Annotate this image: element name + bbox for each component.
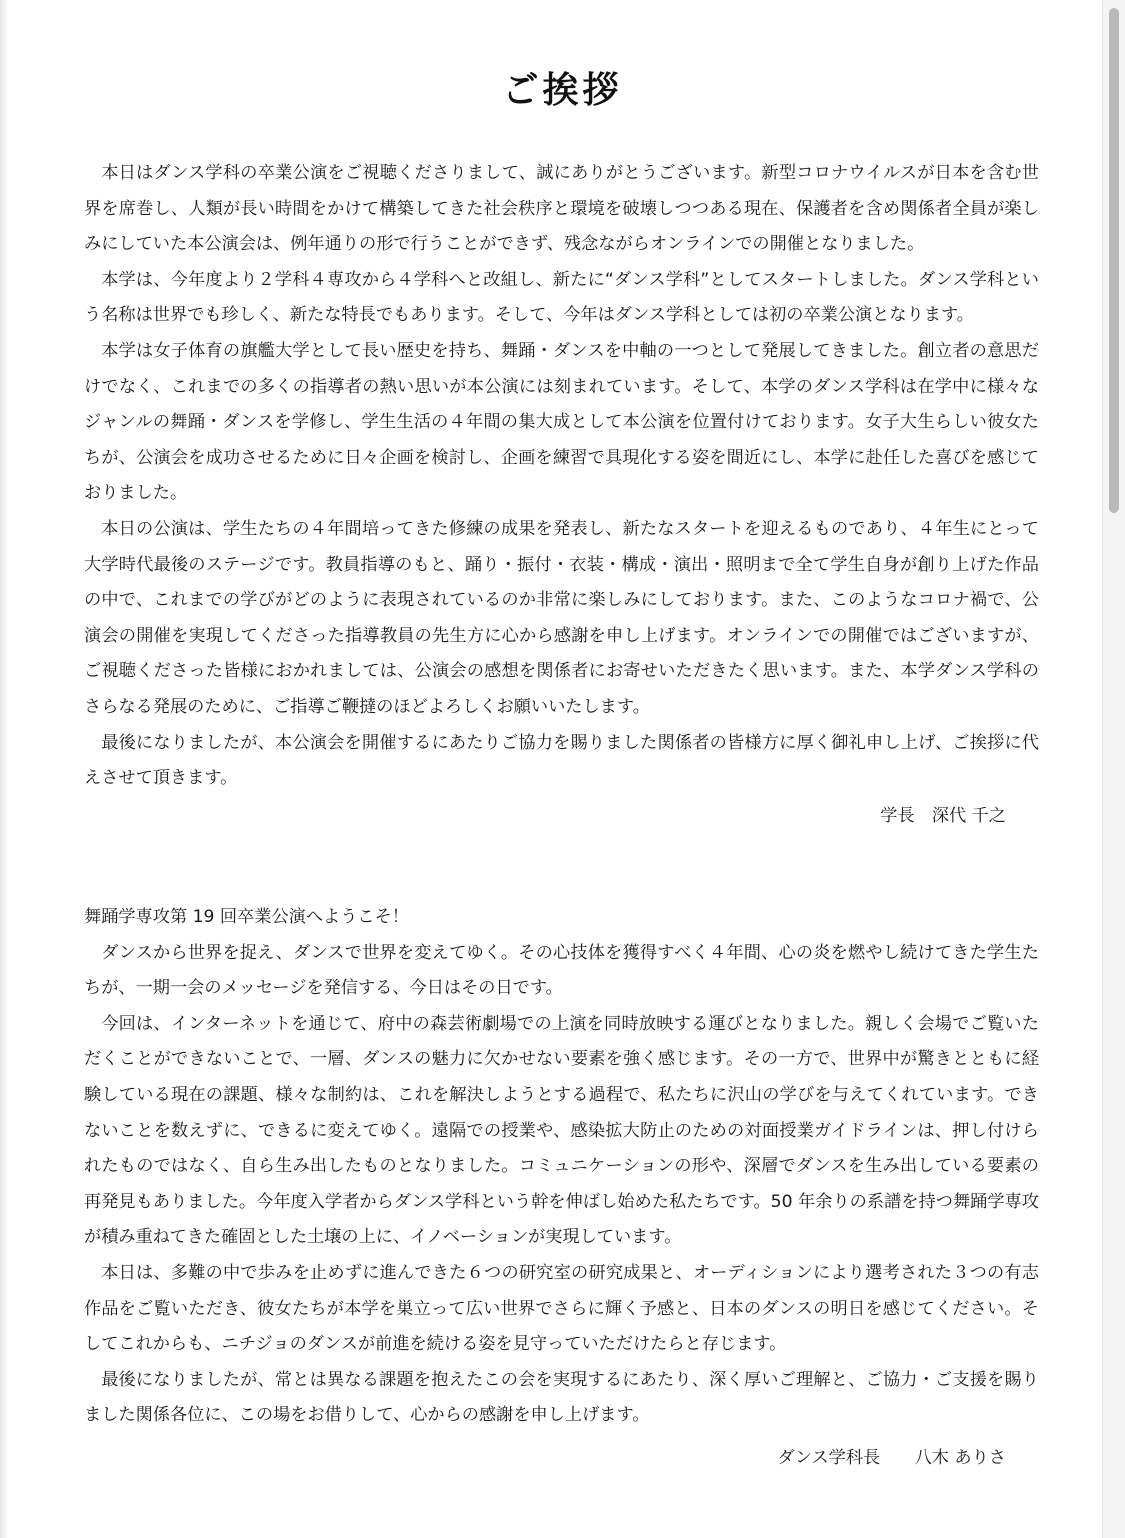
president-signature: 学長 深代 千之 (880, 806, 1006, 826)
page-title: ご挨拶 (502, 70, 623, 111)
page-edge-shadow (0, 0, 8, 1538)
greeting2-paragraph-1: ダンスから世界を捉え、ダンスで世界を変えてゆく。その心技体を獲得すべく４年間、心の炎を燃やし続けてきた学生たちが、一期一会のメッセージを発信する、今日はその日です。 (84, 942, 1039, 999)
greeting1-paragraph-1: 本日はダンス学科の卒業公演をご視聴くださりまして、誠にありがとうございます。新型コロナウイルスが日本を含む世界を席巻し、人類が長い時間をかけて構築してきた社会秩序と環境を破壊しつつある現在、保護者を含め関係者全員が楽しみにしていた本公演会は、例年通りの形で行うことができず、残念ながらオンラインでの開催となりました。 (84, 163, 1039, 255)
department-head-signature: ダンス学科長 八木 ありさ (777, 1448, 1006, 1468)
scrollbar-thumb[interactable] (1109, 8, 1119, 513)
president-greeting (84, 156, 1039, 797)
department-head-greeting (84, 900, 1039, 1434)
greeting2-paragraph-4: 最後になりましたが、常とは異なる課題を抱えたこの会を実現するにあたり、深く厚いご理解と、ご協力・ご支援を賜りました関係各位に、この場をお借りして、心からの感謝を申し上げます。 (84, 1369, 1039, 1426)
greeting1-paragraph-2: 本学は、今年度より２学科４専攻から４学科へと改組し、新たに“ダンス学科”としてスタートしました。ダンス学科という名称は世界でも珍しく、新たな特長でもあります。そして、今年はダンス学科としては初の卒業公演となります。 (84, 269, 1039, 326)
greeting2-paragraph-3: 本日は、多難の中で歩みを止めずに進んできた６つの研究室の研究成果と、オーディションにより選考された３つの有志作品をご覧いただき、彼女たちが本学を巣立って広い世界でさらに輝く予感と、日本のダンスの明日を感じてください。そしてこれからも、ニチジョのダンスが前進を続ける姿を見守っていただけたらと存じます。 (84, 1262, 1039, 1355)
greeting2-lead: 舞踊学専攻第 19 回卒業公演へようこそ！ (84, 907, 409, 927)
greeting2-paragraph-2: 今回は、インターネットを通じて、府中の森芸術劇場での上演を同時放映する運びとなりました。親しく会場でご覧いただくことができないことで、一層、ダンスの魅力に欠かせない要素を強く感じます。その一方で、世界中が驚きとともに経験している現在の課題、様々な制約は、これを解決しようとする過程で、私たちに沢山の学びを与えてくれています。できないことを数えずに、できるに変えてゆく。遠隔での授業や、感染拡大防止のための対面授業ガイドラインは、押し付けられたものではなく、自ら生み出したものとなりました。コミュニケーションの形や、深層でダンスを生み出している要素の再発見もありました。今年度入学者からダンス学科という幹を伸ばし始めた私たちです。50 年余りの系譜を持つ舞踊学専攻が積み重ねてきた確固とした土壌の上に、イノベーションが実現しています。 (84, 1013, 1039, 1248)
vertical-scrollbar[interactable] (1102, 0, 1125, 1538)
greeting1-paragraph-4: 本日の公演は、学生たちの４年間培ってきた修練の成果を発表し、新たなスタートを迎えるものであり、４年生にとって大学時代最後のステージです。教員指導のもと、踊り・振付・衣装・構成・演出・照明まで全て学生自身が創り上げた作品の中で、これまでの学びがどのように表現されているのか非常に楽しみにしております。また、このようなコロナ禍で、公演会の開催を実現してくださった指導教員の先生方に心から感謝を申し上げます。オンラインでの開催ではございますが、ご視聴くださった皆様におかれましては、公演会の感想を関係者にお寄せいただきたく思います。また、本学ダンス学科のさらなる発展のために、ご指導ご鞭撻のほどよろしくお願いいたします。 (84, 518, 1039, 717)
greeting1-paragraph-5: 最後になりましたが、本公演会を開催するにあたりご協力を賜りました関係者の皆様方に厚く御礼申し上げ、ご挨拶に代えさせて頂きます。 (84, 732, 1039, 789)
greeting1-paragraph-3: 本学は女子体育の旗艦大学として長い歴史を持ち、舞踊・ダンスを中軸の一つとして発展してきました。創立者の意思だけでなく、これまでの多くの指導者の熱い思いが本公演には刻まれています。そして、本学のダンス学科は在学中に様々なジャンルの舞踊・ダンスを学修し、学生生活の４年間の集大成として本公演を位置付けております。女子大生らしい彼女たちが、公演会を成功させるために日々企画を検討し、企画を練習で具現化する姿を間近にし、本学に赴任した喜びを感じておりました。 (84, 340, 1039, 504)
